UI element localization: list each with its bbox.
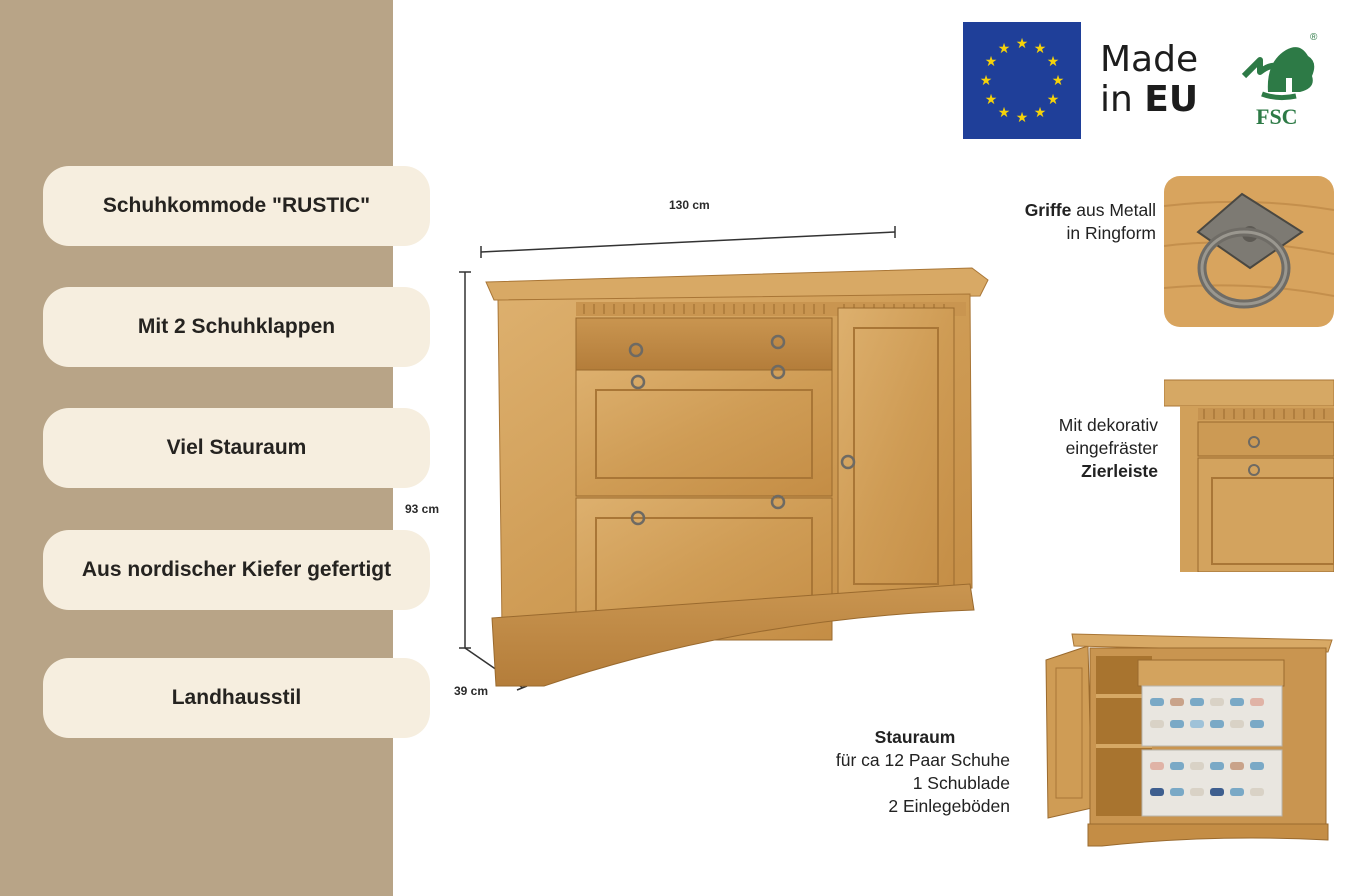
trim-caption (980, 414, 1158, 483)
storage-caption-line2: 1 Schublade (912, 773, 1010, 793)
storage-caption-line3: 2 Einlegeböden (888, 796, 1010, 816)
made-in-eu-text (1100, 40, 1198, 120)
svg-text:★: ★ (1051, 73, 1065, 89)
trim-caption-bold: Zierleiste (1081, 461, 1158, 481)
svg-text:★: ★ (1015, 36, 1029, 52)
trim-caption-line2: eingefräster (1065, 438, 1158, 458)
feature-label: Schuhkommode "RUSTIC" (102, 194, 371, 217)
svg-text:★: ★ (1033, 105, 1047, 121)
handles-caption-bold: Griffe (1024, 200, 1072, 220)
feature-item (43, 658, 430, 738)
storage-caption-line1: für ca 12 Paar Schuhe (835, 750, 1010, 770)
handles-caption-line2: in Ringform (1066, 223, 1156, 243)
svg-text:★: ★ (1015, 110, 1029, 126)
fsc-logo-icon (1238, 32, 1323, 132)
svg-text:★: ★ (997, 41, 1011, 57)
trim-caption-line1: Mit dekorativ (1058, 415, 1158, 435)
feature-label: Mit 2 Schuhklappen (137, 315, 336, 338)
storage-caption (780, 726, 1010, 818)
svg-text:★: ★ (1046, 54, 1060, 70)
svg-text:★: ★ (979, 73, 993, 89)
fsc-label: FSC (1256, 104, 1298, 129)
handle-detail-image (1164, 176, 1334, 327)
feature-label: Aus nordischer Kiefer gefertigt (81, 558, 392, 581)
svg-text:★: ★ (997, 105, 1011, 121)
feature-label: Landhausstil (171, 686, 302, 709)
width-dimension-label: 130 cm (669, 198, 710, 212)
svg-text:★: ★ (984, 92, 998, 108)
feature-label: Viel Stauraum (166, 436, 307, 459)
svg-text:★: ★ (984, 54, 998, 70)
feature-item (43, 166, 430, 246)
svg-text:★: ★ (1046, 92, 1060, 108)
svg-text:★: ★ (1033, 41, 1047, 57)
trim-detail-image (1164, 378, 1334, 572)
eu-label: EU (1144, 79, 1199, 120)
shoe-cabinet-image (484, 258, 990, 690)
eu-flag-icon (963, 22, 1081, 139)
feature-item (43, 408, 430, 488)
handles-caption-rest: aus Metall (1071, 200, 1156, 220)
registered-mark: ® (1310, 32, 1318, 43)
handles-caption (958, 199, 1156, 245)
in-label: in (1100, 79, 1133, 120)
depth-dimension-label: 39 cm (454, 684, 489, 698)
feature-item (43, 530, 430, 610)
storage-caption-title: Stauraum (874, 727, 956, 747)
feature-item (43, 287, 430, 367)
height-dimension-label: 93 cm (405, 502, 440, 516)
storage-detail-image (1042, 628, 1334, 850)
made-label: Made (1100, 39, 1199, 80)
